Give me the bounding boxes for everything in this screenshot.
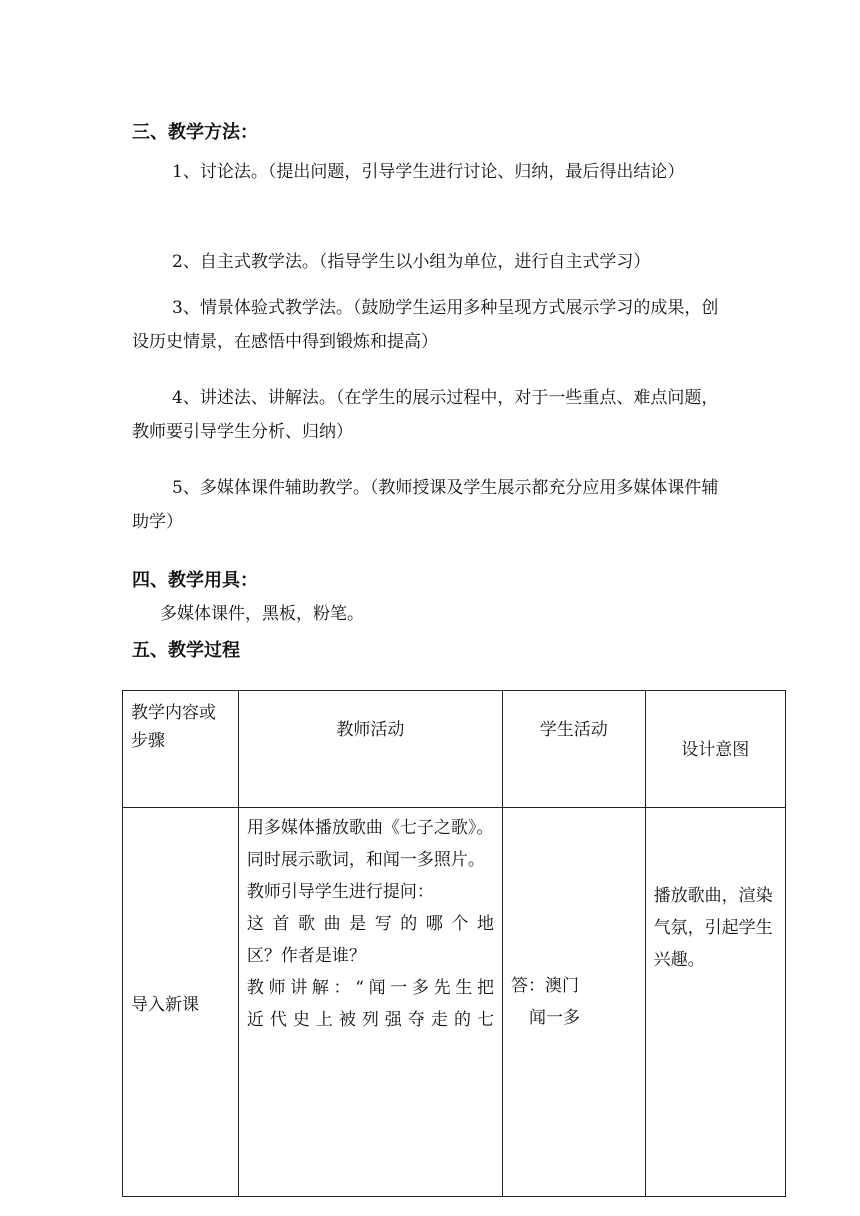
student-answer-2: 闻一多 (528, 1008, 580, 1028)
header-intent: 设计意图 (645, 691, 785, 808)
teacher-line: 区？作者是谁？ (246, 946, 366, 966)
teacher-line: 这首歌曲是写的哪个地 (246, 914, 494, 934)
cell-intent: 播放歌曲，渲染气氛，引起学生兴趣。 (645, 808, 785, 1197)
table-header-row (123, 691, 786, 808)
cell-teacher (238, 808, 502, 1197)
method-item-1: 1、讨论法。（提出问题，引导学生进行讨论、归纳，最后得出结论） (172, 162, 685, 182)
table-row (123, 808, 786, 1197)
method-item-5: 5、多媒体课件辅助教学。（教师授课及学生展示都充分应用多媒体课件辅助学） (132, 478, 719, 532)
process-heading: 五、教学过程 (132, 640, 240, 661)
teacher-line: 近代史上被列强夺走的七 (246, 1010, 494, 1030)
method-item-4: 4、讲述法、讲解法。（在学生的展示过程中，对于一些重点、难点问题，教师要引导学生分析、归纳） (132, 388, 719, 442)
tools-text: 多媒体课件，黑板，粉笔。 (160, 604, 364, 624)
cell-step: 导入新课 (123, 808, 239, 1197)
teacher-line: 用多媒体播放歌曲《七子之歌》。同时展示歌词，和闻一多照片。 (246, 818, 494, 870)
teacher-line: 教师讲解：“闻一多先生把 (246, 978, 494, 998)
methods-heading: 三、教学方法： (132, 122, 258, 143)
method-item-2: 2、自主式教学法。（指导学生以小组为单位，进行自主式学习） (172, 252, 651, 272)
header-student: 学生活动 (502, 691, 645, 808)
method-item-3: 3、情景体验式教学法。（鼓励学生运用多种呈现方式展示学习的成果，创设历史情景，在感悟中得到锻炼和提高） (132, 298, 719, 352)
teacher-line: 教师引导学生进行提问： (246, 882, 434, 902)
header-step: 教学内容或步骤 (123, 691, 239, 808)
tools-heading: 四、教学用具： (132, 570, 258, 591)
student-answer-1: 答：澳门 (510, 976, 579, 996)
cell-student (502, 808, 645, 1197)
header-teacher: 教师活动 (238, 691, 502, 808)
teaching-process-table (122, 690, 786, 1197)
